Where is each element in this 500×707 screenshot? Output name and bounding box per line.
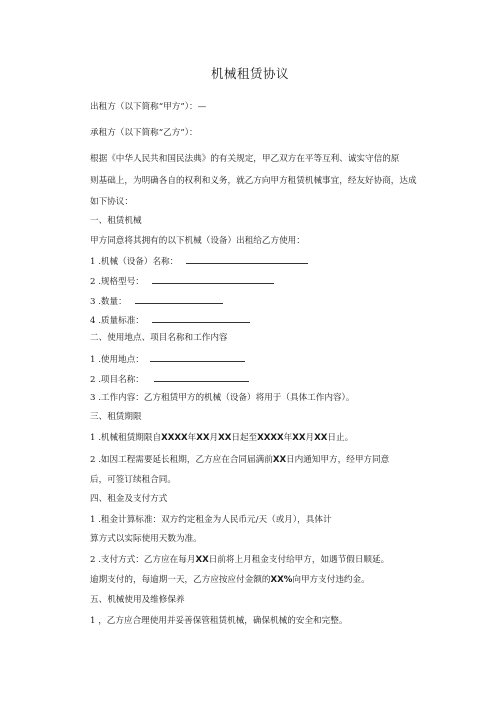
section-1-heading: 一、租赁机械 xyxy=(90,216,142,226)
start-month: XX xyxy=(196,433,210,443)
s3-p1-text: 日止。 xyxy=(327,433,354,443)
section-1-lead: 甲方同意将其拥有的以下机械（设备）出租给乙方使用： xyxy=(90,236,305,246)
s4-para-1-line-1: 1 .租金计算标准：双方约定租金为人民币元/天（或月），具体计 xyxy=(90,515,332,525)
s2-item-2 xyxy=(90,372,249,386)
s3-p1-text: 月 xyxy=(209,433,219,443)
s4-p2-text: 2 .支付方式：乙方应在每月 xyxy=(90,555,196,565)
s4-para-2-line-2 xyxy=(90,574,370,586)
s2-item-1-label: 1 .使用地点： xyxy=(90,355,144,365)
s3-p1-text: 1 .机械租赁期限自 xyxy=(90,433,162,443)
s3-p1-text: 月 xyxy=(305,433,315,443)
payment-day: XX xyxy=(195,555,209,565)
s4-para-2-line-1 xyxy=(90,554,389,566)
section-5-heading: 五、机械使用及维修保养 xyxy=(90,595,185,605)
start-day: XX xyxy=(218,433,232,443)
s1-item-2-label: 2 .规格型号： xyxy=(90,277,144,287)
s3-p1-text: 年 xyxy=(187,433,197,443)
lessor-line: 出租方（以下简称“甲方”）：— xyxy=(90,102,207,112)
s3-para-2-line-2: 后，可签订续租合同。 xyxy=(90,475,176,485)
s3-p1-text: 日起至 xyxy=(231,433,258,443)
blank-line xyxy=(186,254,308,264)
s3-p1-text: 年 xyxy=(283,433,293,443)
blank-line xyxy=(135,294,223,304)
s1-item-4-label: 4 .质量标准： xyxy=(90,316,144,326)
s3-p2-text: 日内通知甲方，经甲方同意 xyxy=(286,455,390,465)
blank-line xyxy=(150,352,245,362)
document-title: 机械租赁协议 xyxy=(210,66,289,81)
blank-line xyxy=(154,372,249,382)
penalty-rate: XX% xyxy=(270,575,293,585)
s4-para-1-line-2: 算方式以实际使用天数为准。 xyxy=(90,534,202,544)
end-year: XXXX xyxy=(257,433,284,443)
start-year: XXXX xyxy=(161,433,188,443)
end-month: XX xyxy=(292,433,306,443)
s1-item-1 xyxy=(90,254,308,268)
notice-days: XX xyxy=(272,455,287,465)
section-2-heading: 二、使用地点、项目名称和工作内容 xyxy=(90,333,228,343)
intro-line-3: 如下协议： xyxy=(90,197,133,207)
s2-item-3: 3 .工作内容：乙方租赁甲方的机械（设备）将用于（具体工作内容）。 xyxy=(90,393,355,403)
s1-item-2 xyxy=(90,274,274,288)
blank-line xyxy=(152,274,274,284)
s5-para-1: 1 ，乙方应合理使用并妥善保管租赁机械，确保机械的安全和完整。 xyxy=(90,616,348,626)
section-3-heading: 三、租赁期限 xyxy=(90,412,142,422)
s1-item-3-label: 3 .数量： xyxy=(90,297,127,307)
s1-item-3 xyxy=(90,294,223,308)
s1-item-4 xyxy=(90,313,250,327)
intro-line-1: 根据《中华人民共和国民法典》的有关规定，甲乙双方在平等互利、诚实守信的原 xyxy=(90,154,400,164)
s2-item-1 xyxy=(90,352,245,366)
s4-p2b-text: 逾期支付的，每逾期一天，乙方应按应付金额的 xyxy=(90,575,271,585)
s3-p2-text: 2 .如因工程需要延长租期，乙方应在合同届满前 xyxy=(90,455,273,465)
s4-p2-text: 日前将上月租金支付给甲方，如遇节假日顺延。 xyxy=(208,555,390,565)
intro-line-2: 则基础上，为明确各自的权利和义务，就乙方向甲方租赁机械事宜，经友好协商，达成 xyxy=(90,176,417,186)
s1-item-1-label: 1 .机械（设备）名称： xyxy=(90,257,179,267)
s2-item-2-label: 2 .项目名称： xyxy=(90,375,144,385)
section-4-heading: 四、租金及支付方式 xyxy=(90,494,168,504)
s4-p2b-text: 向甲方支付违约金。 xyxy=(292,575,370,585)
s3-para-1 xyxy=(90,432,353,444)
lessee-line: 承租方（以下简称“乙方”）： xyxy=(90,128,198,138)
s3-para-2-line-1 xyxy=(90,454,389,466)
end-day: XX xyxy=(314,433,328,443)
blank-line xyxy=(152,313,250,323)
